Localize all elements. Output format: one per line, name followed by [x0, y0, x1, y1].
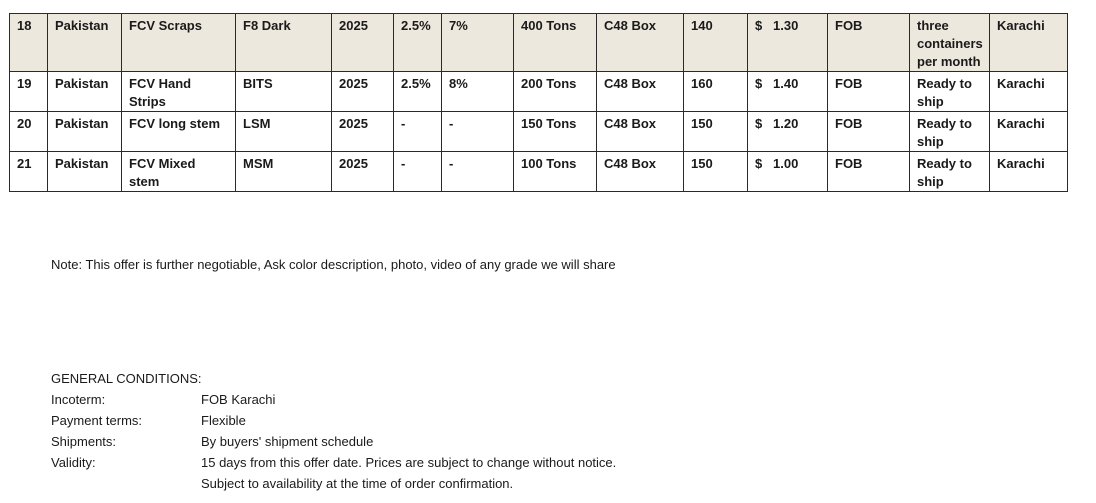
availability-cell: Ready to ship: [910, 112, 990, 152]
conditions-list: [51, 389, 616, 494]
product-cell: FCV long stem: [122, 112, 236, 152]
condition-value: [201, 431, 616, 452]
condition-value: [201, 389, 616, 410]
crop-year-cell: 2025: [332, 112, 394, 152]
table-row: [10, 72, 1068, 112]
country-cell: Pakistan: [48, 112, 122, 152]
offer-table: [9, 13, 1068, 192]
weight-cell: 140: [684, 14, 748, 72]
condition-value-line: Flexible: [201, 413, 246, 428]
condition-value-line: FOB Karachi: [201, 392, 276, 407]
availability-cell: Ready to ship: [910, 72, 990, 112]
price-cell: [748, 112, 828, 152]
condition-row: [51, 452, 616, 494]
general-conditions: [51, 368, 616, 494]
condition-label: Shipments:: [51, 434, 117, 449]
currency-symbol: $: [755, 76, 763, 91]
currency-symbol: $: [755, 156, 763, 171]
price-value: 1.00: [773, 156, 799, 171]
grade-cell: BITS: [236, 72, 332, 112]
terms-cell: FOB: [828, 14, 910, 72]
terms-cell: FOB: [828, 152, 910, 192]
table-row: [10, 152, 1068, 192]
table-row: [10, 14, 1068, 72]
condition-row: [51, 431, 616, 452]
price-cell: [748, 72, 828, 112]
price-cell: [748, 152, 828, 192]
grade-cell: MSM: [236, 152, 332, 192]
price-value: 1.40: [773, 76, 799, 91]
offer-table-body: [10, 14, 1068, 192]
quantity-cell: 150 Tons: [514, 112, 597, 152]
price-value: 1.20: [773, 116, 799, 131]
condition-value-line: By buyers' shipment schedule: [201, 434, 374, 449]
crop-year-cell: 2025: [332, 152, 394, 192]
condition-row: [51, 389, 616, 410]
port-cell: Karachi: [990, 14, 1068, 72]
offer-note: Note: This offer is further negotiable, Ask color description, photo, video of any grade we will share: [51, 257, 616, 272]
packing-cell: C48 Box: [597, 72, 684, 112]
weight-cell: 150: [684, 112, 748, 152]
country-cell: Pakistan: [48, 152, 122, 192]
row-number-cell: 18: [10, 14, 48, 72]
product-cell: FCV Scraps: [122, 14, 236, 72]
product-cell: FCV Hand Strips: [122, 72, 236, 112]
country-cell: Pakistan: [48, 14, 122, 72]
packing-cell: C48 Box: [597, 152, 684, 192]
row-number-cell: 19: [10, 72, 48, 112]
terms-cell: FOB: [828, 112, 910, 152]
condition-row: [51, 410, 616, 431]
condition-value-line: 15 days from this offer date. Prices are subject to change without notice.: [201, 455, 617, 470]
country-cell: Pakistan: [48, 72, 122, 112]
availability-cell: Ready to ship: [910, 152, 990, 192]
condition-value: [201, 452, 616, 494]
port-cell: Karachi: [990, 72, 1068, 112]
row-number-cell: 20: [10, 112, 48, 152]
grade-cell: F8 Dark: [236, 14, 332, 72]
quantity-cell: 400 Tons: [514, 14, 597, 72]
percent-b-cell: 8%: [442, 72, 514, 112]
product-cell: FCV Mixed stem: [122, 152, 236, 192]
percent-b-cell: -: [442, 112, 514, 152]
row-number-cell: 21: [10, 152, 48, 192]
crop-year-cell: 2025: [332, 14, 394, 72]
percent-a-cell: -: [394, 152, 442, 192]
condition-label: Incoterm:: [51, 392, 106, 407]
currency-symbol: $: [755, 18, 763, 33]
percent-a-cell: 2.5%: [394, 14, 442, 72]
grade-cell: LSM: [236, 112, 332, 152]
percent-b-cell: 7%: [442, 14, 514, 72]
price-cell: [748, 14, 828, 72]
table-row: [10, 112, 1068, 152]
conditions-heading: GENERAL CONDITIONS:: [51, 371, 202, 386]
packing-cell: C48 Box: [597, 112, 684, 152]
terms-cell: FOB: [828, 72, 910, 112]
percent-a-cell: -: [394, 112, 442, 152]
quantity-cell: 200 Tons: [514, 72, 597, 112]
condition-label: Validity:: [51, 455, 96, 470]
condition-value-line: Subject to availability at the time of order confirmation.: [201, 476, 514, 491]
weight-cell: 160: [684, 72, 748, 112]
packing-cell: C48 Box: [597, 14, 684, 72]
crop-year-cell: 2025: [332, 72, 394, 112]
percent-a-cell: 2.5%: [394, 72, 442, 112]
price-value: 1.30: [773, 18, 799, 33]
port-cell: Karachi: [990, 152, 1068, 192]
condition-value: [201, 410, 616, 431]
percent-b-cell: -: [442, 152, 514, 192]
port-cell: Karachi: [990, 112, 1068, 152]
weight-cell: 150: [684, 152, 748, 192]
availability-cell: three containers per month: [910, 14, 990, 72]
condition-label: Payment terms:: [51, 413, 143, 428]
quantity-cell: 100 Tons: [514, 152, 597, 192]
currency-symbol: $: [755, 116, 763, 131]
